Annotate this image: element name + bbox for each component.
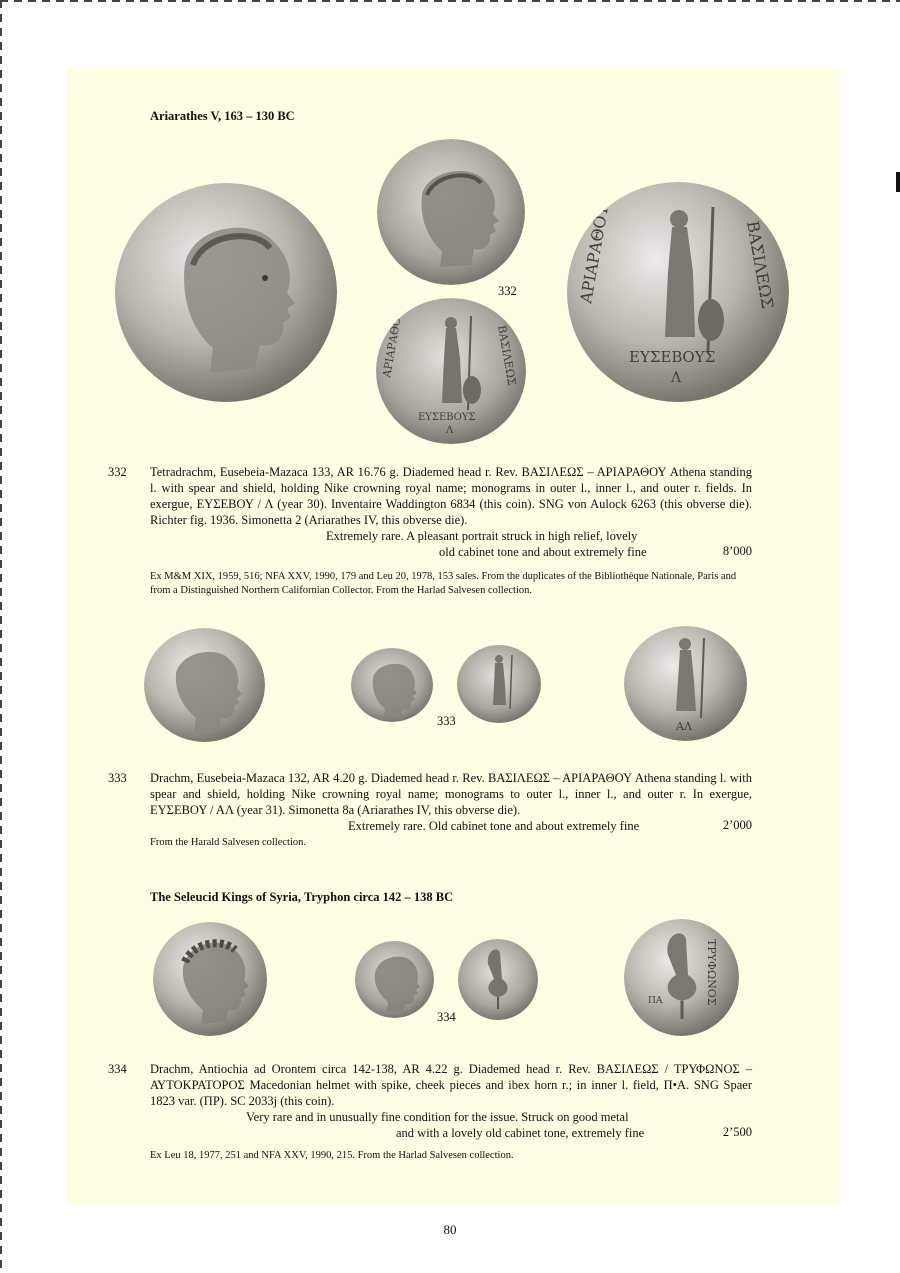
coin-334-reverse-large: [624, 919, 739, 1036]
lot-description-332: Tetradrachm, Eusebeia-Mazaca 133, AR 16.76 g. Diademed head r. Rev. ΒΑΣΙΛΕΩΣ – ΑΡΙΑΡΑΘΟΥ Athena standing l. with spear and shield, holding Nike crowning royal name; monograms in outer l., inner l., and outer r. fields. In exergue, ΕΥΣΕΒΟΥ / Λ (year 30). Inventaire Waddington 6834 (this coin). SNG von Aulock 6263 (this obverse die). Richter fig. 1936. Simonetta 2 (Ariarathes IV, this obverse die).: [150, 465, 752, 527]
lot-provenance-334: Ex Leu 18, 1977, 251 and NFA XXV, 1990, 215. From the Harlad Salvesen collection.: [150, 1150, 514, 1161]
svg-text:ΒΑΣΙΛΕΩΣ: ΒΑΣΙΛΕΩΣ: [743, 219, 778, 311]
lot-number-332: 332: [108, 465, 127, 479]
coin-333-obverse-large: [144, 628, 265, 742]
svg-text:ΑΡΙΑΡΑΘΟΥ: ΑΡΙΑΡΑΘΟΥ: [576, 203, 613, 305]
plate-number-334: 334: [437, 1010, 456, 1024]
coin-334-obverse: [355, 941, 434, 1018]
svg-text:Λ: Λ: [671, 370, 682, 386]
lot-number-333: 333: [108, 771, 127, 785]
lot-price-334: 2’500: [722, 1125, 752, 1139]
section-heading-tryphon: The Seleucid Kings of Syria, Tryphon circa 142 – 138 BC: [150, 890, 454, 904]
lot-provenance-332: Ex M&M XIX, 1959, 516; NFA XXV, 1990, 179 and Leu 20, 1978, 153 sales. From the duplicates of the Bibliothèque Nationale, Paris and from a Distinguished Northern Californian Collector. From the Harlad Salvesen collection.: [150, 571, 737, 596]
lot-quality-332-line1: Extremely rare. A pleasant portrait struck in high relief, lovely: [326, 529, 638, 543]
coin-334-reverse: [458, 939, 538, 1020]
svg-text:ΕΥΣΕΒΟΥΣ: ΕΥΣΕΒΟΥΣ: [418, 412, 476, 423]
section-heading-ariarathes: Ariarathes V, 163 – 130 BC: [150, 109, 295, 123]
lot-quality-334-line1: Very rare and in unusually fine condition for the issue. Struck on good metal: [246, 1110, 629, 1124]
plate-number-333: 333: [437, 714, 456, 728]
coin-332-reverse-large: [567, 182, 789, 402]
svg-text:ΠΑ: ΠΑ: [648, 996, 663, 1006]
svg-text:ΑΛ: ΑΛ: [676, 720, 692, 733]
lot-quality-333: Extremely rare. Old cabinet tone and about extremely fine: [348, 819, 640, 833]
plate-number-332: 332: [498, 284, 517, 298]
svg-text:ΑΡΙΑΡΑΘΟΥ: ΑΡΙΑΡΑΘΟΥ: [380, 309, 405, 379]
lot-price-333: 2’000: [722, 818, 752, 832]
svg-text:ΒΑΣΙΛΕΩΣ: ΒΑΣΙΛΕΩΣ: [495, 324, 519, 387]
coin-333-reverse-large: [624, 626, 747, 741]
coin-334-obverse-large: [153, 922, 267, 1036]
page-crop-border-left: [0, 0, 2, 1273]
lot-quality-334-line2: and with a lovely old cabinet tone, extremely fine: [396, 1126, 645, 1140]
lot-quality-332-line2: old cabinet tone and about extremely fine: [439, 545, 647, 559]
coin-332-obverse: [377, 139, 525, 285]
page-number: 80: [443, 1222, 457, 1237]
svg-text:ΕΥΣΕΒΟΥΣ: ΕΥΣΕΒΟΥΣ: [629, 348, 716, 366]
lot-number-334: 334: [108, 1062, 127, 1076]
lot-price-332: 8’000: [722, 544, 752, 558]
edge-marker: [896, 172, 900, 192]
svg-text:Λ: Λ: [446, 425, 454, 436]
coin-333-reverse: [457, 645, 541, 723]
svg-text:ΤΡΥΦΩΝΟΣ: ΤΡΥΦΩΝΟΣ: [705, 939, 718, 1006]
coin-332-obverse-large: [115, 183, 337, 402]
lot-description-333: Drachm, Eusebeia-Mazaca 132, AR 4.20 g. Diademed head r. Rev. ΒΑΣΙΛΕΩΣ – ΑΡΙΑΡΑΘΟΥ Athena standing l. with spear and shield, holding Nike crowning royal name; monograms to outer l., inner l., and outer r. In exergue, ΕΥΣΕΒΟΥ / ΑΛ (year 31). Simonetta 8a (Ariarathes IV, this obverse die).: [150, 771, 752, 817]
lot-provenance-333: From the Harald Salvesen collection.: [150, 837, 306, 848]
coin-333-obverse: [351, 648, 433, 722]
page-crop-border-top: [0, 0, 900, 2]
coin-332-reverse: [376, 298, 526, 444]
lot-description-334: Drachm, Antiochia ad Orontem circa 142-138, AR 4.22 g. Diademed head r. Rev. ΒΑΣΙΛΕΩΣ / ΤΡΥΦΩΝΟΣ – ΑΥΤΟΚΡΑΤΟΡΟΣ Macedonian helmet with spike, cheek pieces and ibex horn r.; in inner l. field, Π•Α. SNG Spaer 1823 var. (ΠΡ). SC 2033j (this coin).: [150, 1062, 752, 1108]
